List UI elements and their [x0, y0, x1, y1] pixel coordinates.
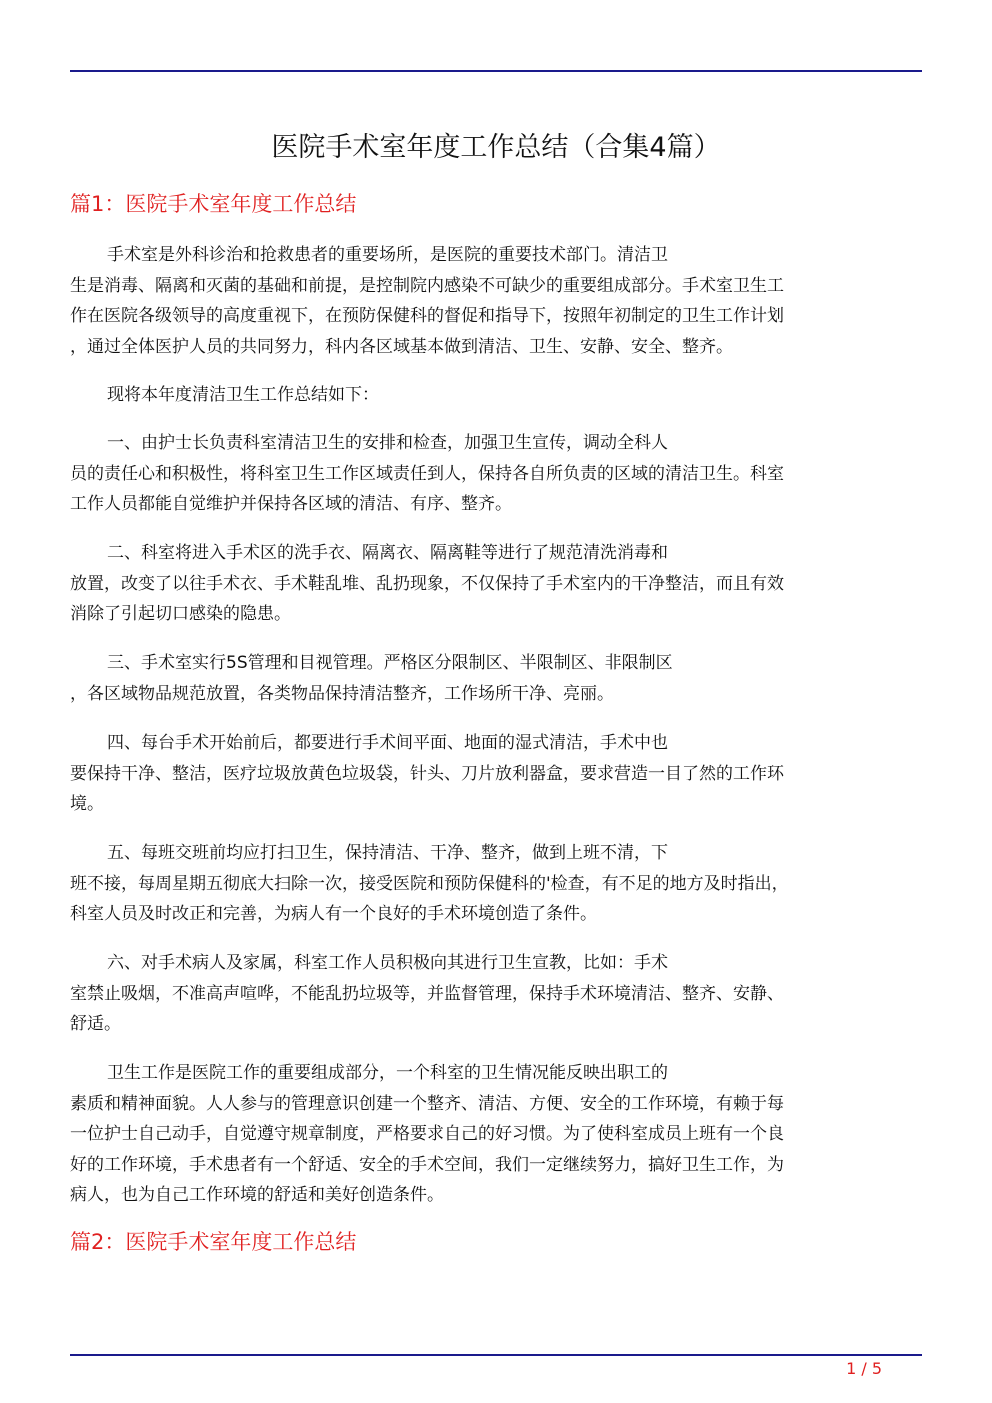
paragraph-line: 病人，也为自己工作环境的舒适和美好创造条件。 — [70, 1185, 444, 1205]
paragraph-line: 卫生工作是医院工作的重要组成部分，一个科室的卫生情况能反映出职工的 — [107, 1063, 668, 1083]
paragraph — [70, 838, 915, 930]
paragraph-line: 一位护士自己动手，自觉遵守规章制度，严格要求自己的好习惯。为了使科室成员上班有一个良 — [70, 1124, 784, 1144]
document-title: 医院手术室年度工作总结（合集4篇） — [271, 132, 721, 163]
paragraph-line: 境。 — [70, 794, 104, 814]
paragraph-line: 五、每班交班前均应打扫卫生，保持清洁、干净、整齐，做到上班不清，下 — [107, 843, 668, 863]
paragraph — [70, 728, 915, 820]
paragraph-line: 现将本年度清洁卫生工作总结如下： — [107, 385, 379, 405]
paragraph-line: 舒适。 — [70, 1014, 121, 1034]
paragraph — [70, 948, 915, 1040]
paragraph-line: 班不接，每周星期五彻底大扫除一次，接受医院和预防保健科的'检查，有不足的地方及时指出， — [70, 873, 789, 894]
section-heading-1: 篇1：医院手术室年度工作总结 — [70, 192, 357, 216]
paragraph-line: 二、科室将进入手术区的洗手衣、隔离衣、隔离鞋等进行了规范清洗消毒和 — [107, 543, 668, 563]
paragraph — [70, 380, 915, 411]
paragraph-line: ，各区域物品规范放置，各类物品保持清洁整齐，工作场所干净、亮丽。 — [70, 683, 614, 704]
paragraph — [70, 428, 915, 520]
paragraph — [70, 538, 915, 630]
paragraph — [70, 1058, 915, 1211]
section-heading-2: 篇2：医院手术室年度工作总结 — [70, 1230, 357, 1254]
paragraph-line: 放置，改变了以往手术衣、手术鞋乱堆、乱扔现象，不仅保持了手术室内的干净整洁，而且有效 — [70, 573, 784, 594]
paragraph-line: 一、由护士长负责科室清洁卫生的安排和检查，加强卫生宣传，调动全科人 — [107, 433, 668, 453]
paragraph-line: 手术室是外科诊治和抢救患者的重要场所，是医院的重要技术部门。清洁卫 — [107, 245, 668, 265]
paragraph-line: 科室人员及时改正和完善，为病人有一个良好的手术环境创造了条件。 — [70, 904, 597, 924]
paragraph-line: 四、每台手术开始前后，都要进行手术间平面、地面的湿式清洁，手术中也 — [107, 733, 668, 753]
paragraph-line: 消除了引起切口感染的隐患。 — [70, 604, 291, 624]
header-rule — [70, 70, 922, 72]
footer-rule — [70, 1354, 922, 1356]
paragraph-line: 要保持干净、整洁，医疗垃圾放黄色垃圾袋，针头、刀片放利器盒，要求营造一目了然的工作环 — [70, 763, 784, 784]
paragraph-line: 工作人员都能自觉维护并保持各区域的清洁、有序、整齐。 — [70, 494, 512, 514]
paragraph-line: 素质和精神面貌。人人参与的管理意识创建一个整齐、清洁、方便、安全的工作环境，有赖于每 — [70, 1093, 784, 1114]
paragraph-line: 好的工作环境，手术患者有一个舒适、安全的手术空间，我们一定继续努力，搞好卫生工作，为 — [70, 1154, 784, 1175]
paragraph-line: 员的责任心和积极性，将科室卫生工作区域责任到人，保持各自所负责的区域的清洁卫生。科室 — [70, 463, 784, 484]
paragraph-line: 作在医院各级领导的高度重视下，在预防保健科的督促和指导下，按照年初制定的卫生工作计划 — [70, 306, 784, 326]
paragraph-line: ，通过全体医护人员的共同努力，科内各区域基本做到清洁、卫生、安静、安全、整齐。 — [70, 336, 733, 357]
paragraph — [70, 648, 915, 709]
page-number: 1 / 5 — [846, 1359, 882, 1378]
paragraph-line: 六、对手术病人及家属，科室工作人员积极向其进行卫生宣教，比如：手术 — [107, 953, 668, 973]
paragraph-line: 室禁止吸烟，不准高声喧哗，不能乱扔垃圾等，并监督管理，保持手术环境清洁、整齐、安静、 — [70, 983, 784, 1004]
paragraph — [70, 240, 915, 362]
paragraph-line: 三、手术室实行5S管理和目视管理。严格区分限制区、半限制区、非限制区 — [107, 653, 673, 673]
paragraph-line: 生是消毒、隔离和灭菌的基础和前提，是控制院内感染不可缺少的重要组成部分。手术室卫生工 — [70, 275, 784, 296]
